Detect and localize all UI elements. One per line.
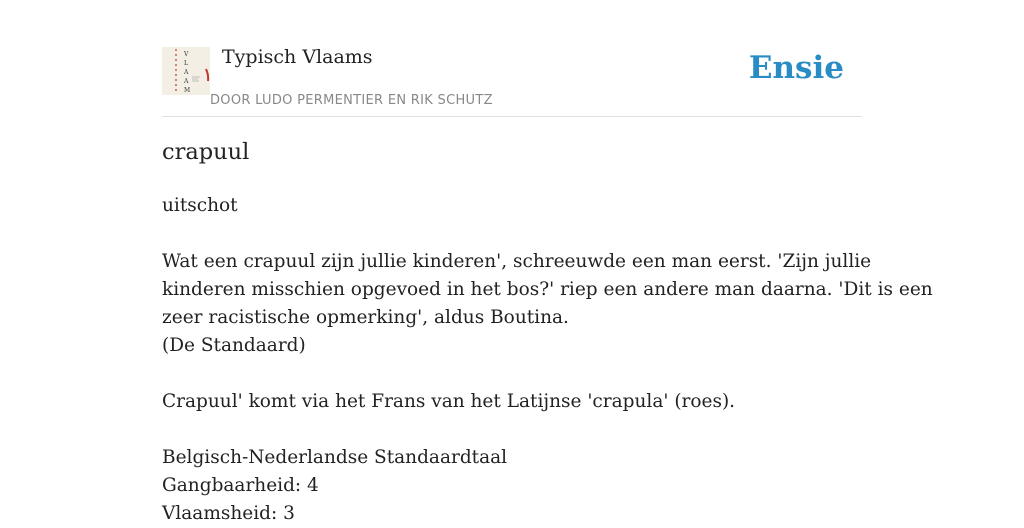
meta-gangbaarheid: Gangbaarheid: 4 — [162, 475, 319, 496]
svg-text:V: V — [184, 51, 189, 58]
meta-register: Belgisch-Nederlandse Standaardtaal — [162, 447, 508, 468]
example-line: Wat een crapuul zijn jullie kinderen', schreeuwde een man eerst. 'Zijn jullie — [162, 251, 872, 272]
ensie-logo-link[interactable]: Ensie — [748, 50, 844, 86]
svg-text:L: L — [184, 60, 188, 67]
example-line: zeer racistische opmerking', aldus Boutina. — [162, 307, 569, 328]
meta-vlaamsheid: Vlaamsheid: 3 — [162, 503, 295, 524]
svg-text:A: A — [184, 69, 189, 76]
svg-text:A: A — [184, 78, 189, 85]
byline: DOOR LUDO PERMENTIER EN RIK SCHUTZ — [210, 93, 493, 108]
entry-meta — [162, 444, 862, 528]
page-wrapper — [162, 0, 933, 524]
page-header — [162, 0, 862, 117]
entry-definition: uitschot — [162, 195, 238, 216]
example-source: (De Standaard) — [162, 335, 306, 356]
entry-etymology: Crapuul' komt via het Frans van het Latijnse 'crapula' (roes). — [162, 391, 736, 412]
book-cover-icon[interactable] — [162, 47, 210, 95]
example-line: kinderen misschien opgevoed in het bos?' riep een andere man daarna. 'Dit is een — [162, 279, 933, 300]
book-title[interactable]: Typisch Vlaams — [222, 46, 373, 68]
entry-example — [162, 248, 933, 360]
svg-text:M: M — [184, 87, 191, 94]
entry-term: crapuul — [162, 139, 250, 165]
